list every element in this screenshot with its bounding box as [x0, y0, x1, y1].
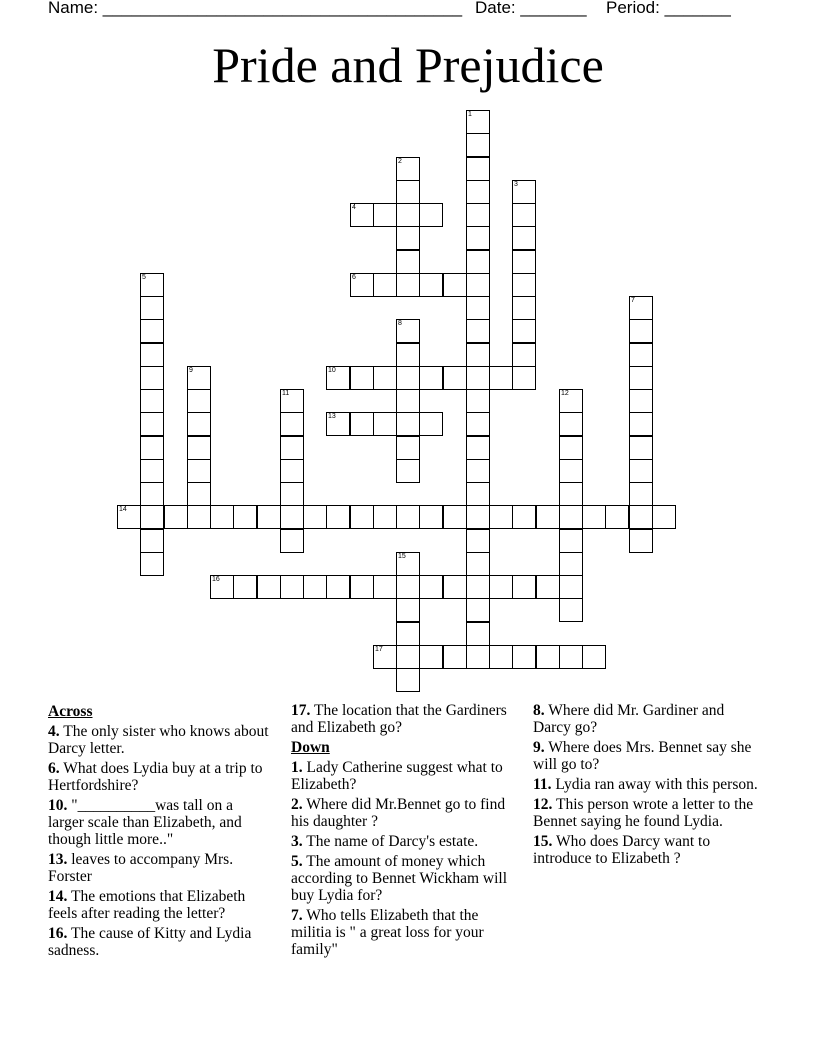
clue-number-label: 3: [514, 181, 518, 188]
grid-cell[interactable]: [396, 575, 420, 599]
grid-cell[interactable]: [629, 366, 653, 390]
clue-number-label: 13: [328, 413, 336, 420]
clue-number-label: 7: [631, 297, 635, 304]
clue-number: 10.: [48, 797, 68, 814]
clue-text: Where did Mr.Bennet go to find his daughter ?: [291, 796, 506, 830]
clue-number-label: 8: [398, 320, 402, 327]
clue-text: Lydia ran away with this person.: [555, 776, 758, 793]
grid-cell[interactable]: [489, 645, 513, 669]
grid-cell[interactable]: [466, 250, 490, 274]
clue-number: 8.: [533, 702, 545, 719]
across-clue-6: [48, 760, 270, 794]
clue-number-label: 15: [398, 553, 406, 560]
grid-cell[interactable]: [536, 575, 560, 599]
grid-cell[interactable]: [373, 366, 397, 390]
grid-cell[interactable]: [140, 412, 164, 436]
clue-text: "__________was tall on a larger scale than Elizabeth, and though little more..": [48, 797, 242, 848]
grid-cell[interactable]: [512, 273, 536, 297]
clue-number: 12.: [533, 796, 553, 813]
grid-cell[interactable]: [559, 598, 583, 622]
clue-text: The name of Darcy's estate.: [306, 833, 479, 850]
grid-cell[interactable]: [396, 389, 420, 413]
clue-number: 7.: [291, 907, 303, 924]
down-clue-1: [291, 759, 513, 793]
grid-cell[interactable]: [419, 412, 443, 436]
grid-cell[interactable]: [652, 505, 676, 529]
grid-cell[interactable]: [326, 412, 350, 436]
grid-cell[interactable]: [512, 366, 536, 390]
down-clue-15: [533, 833, 763, 867]
down-clue-5: [291, 853, 513, 904]
grid-cell[interactable]: [489, 366, 513, 390]
clue-number: 3.: [291, 833, 303, 850]
clue-text: Who does Darcy want to introduce to Elizabeth ?: [533, 833, 711, 867]
grid-cell[interactable]: [396, 250, 420, 274]
grid-cell[interactable]: [466, 296, 490, 320]
down-clue-7: [291, 907, 513, 958]
clue-number-label: 9: [189, 367, 193, 374]
grid-cell[interactable]: [512, 203, 536, 227]
grid-cell[interactable]: [559, 482, 583, 506]
grid-cell[interactable]: [559, 412, 583, 436]
grid-cell[interactable]: [629, 482, 653, 506]
grid-cell[interactable]: [350, 575, 374, 599]
grid-cell[interactable]: [140, 529, 164, 553]
grid-cell[interactable]: [187, 389, 211, 413]
grid-cell[interactable]: [140, 366, 164, 390]
clue-number: 1.: [291, 759, 303, 776]
grid-cell[interactable]: [466, 203, 490, 227]
grid-cell[interactable]: [466, 482, 490, 506]
grid-cell[interactable]: [350, 505, 374, 529]
clue-text: The amount of money which according to Bennet Wickham will buy Lydia for?: [291, 853, 508, 904]
grid-cell[interactable]: [140, 389, 164, 413]
grid-cell[interactable]: [419, 505, 443, 529]
grid-cell[interactable]: [373, 505, 397, 529]
grid-cell[interactable]: [466, 319, 490, 343]
grid-cell[interactable]: [466, 133, 490, 157]
grid-cell[interactable]: [117, 505, 141, 529]
clue-text: Where did Mr. Gardiner and Darcy go?: [533, 702, 725, 736]
grid-cell[interactable]: [419, 273, 443, 297]
grid-cell[interactable]: [280, 505, 304, 529]
grid-cell[interactable]: [466, 180, 490, 204]
clue-number: 11.: [533, 776, 552, 793]
grid-cell[interactable]: [466, 459, 490, 483]
grid-cell[interactable]: [280, 389, 304, 413]
grid-cell[interactable]: [326, 505, 350, 529]
grid-cell[interactable]: [443, 645, 467, 669]
grid-cell[interactable]: [419, 575, 443, 599]
grid-cell[interactable]: [303, 575, 327, 599]
clue-number: 15.: [533, 833, 553, 850]
clue-number-label: 10: [328, 367, 336, 374]
grid-cell[interactable]: [443, 575, 467, 599]
across-heading: Across: [48, 703, 93, 720]
grid-cell[interactable]: [559, 645, 583, 669]
clue-number: 2.: [291, 796, 303, 813]
grid-cell[interactable]: [396, 203, 420, 227]
clue-number-label: 2: [398, 158, 402, 165]
grid-cell[interactable]: [350, 203, 374, 227]
clue-number: 9.: [533, 739, 545, 756]
page-title: Pride and Prejudice: [212, 37, 604, 93]
grid-cell[interactable]: [466, 552, 490, 576]
grid-cell[interactable]: [512, 505, 536, 529]
grid-cell[interactable]: [396, 668, 420, 692]
grid-cell[interactable]: [373, 575, 397, 599]
grid-cell[interactable]: [233, 505, 257, 529]
down-heading: Down: [291, 739, 330, 756]
grid-cell[interactable]: [396, 180, 420, 204]
grid-cell[interactable]: [559, 459, 583, 483]
grid-cell[interactable]: [140, 482, 164, 506]
clue-number: 5.: [291, 853, 303, 870]
clue-number: 14.: [48, 888, 68, 905]
grid-cell[interactable]: [536, 505, 560, 529]
grid-cell[interactable]: [187, 436, 211, 460]
grid-cell[interactable]: [396, 598, 420, 622]
across-clue-17: [291, 702, 513, 736]
grid-cell[interactable]: [419, 203, 443, 227]
grid-cell[interactable]: [443, 273, 467, 297]
down-clue-9: [533, 739, 763, 773]
grid-cell[interactable]: [466, 110, 490, 134]
grid-cell[interactable]: [187, 412, 211, 436]
grid-cell[interactable]: [466, 412, 490, 436]
grid-cell[interactable]: [512, 250, 536, 274]
clue-number-label: 4: [352, 204, 356, 211]
grid-cell[interactable]: [257, 575, 281, 599]
grid-cell[interactable]: [629, 529, 653, 553]
grid-cell[interactable]: [373, 203, 397, 227]
clue-number: 4.: [48, 723, 60, 740]
grid-cell[interactable]: [629, 412, 653, 436]
grid-cell[interactable]: [280, 529, 304, 553]
clue-text: The emotions that Elizabeth feels after reading the letter?: [48, 888, 246, 922]
clue-number: 16.: [48, 925, 68, 942]
grid-cell[interactable]: [396, 273, 420, 297]
grid-cell[interactable]: [280, 575, 304, 599]
grid-cell[interactable]: [419, 366, 443, 390]
grid-cell[interactable]: [164, 505, 188, 529]
grid-cell[interactable]: [140, 552, 164, 576]
grid-cell[interactable]: [466, 343, 490, 367]
clue-column-3: [533, 702, 763, 870]
clue-column-2: [291, 702, 513, 961]
across-clue-13: [48, 851, 270, 885]
grid-cell[interactable]: [210, 575, 234, 599]
grid-cell[interactable]: [466, 436, 490, 460]
grid-cell[interactable]: [512, 180, 536, 204]
grid-cell[interactable]: [559, 575, 583, 599]
grid-cell[interactable]: [629, 459, 653, 483]
clue-text: Lady Catherine suggest what to Elizabeth?: [291, 759, 503, 793]
grid-cell[interactable]: [629, 319, 653, 343]
grid-cell[interactable]: [233, 575, 257, 599]
grid-cell[interactable]: [396, 505, 420, 529]
grid-cell[interactable]: [512, 226, 536, 250]
clue-text: Where does Mrs. Bennet say she will go to?: [533, 739, 752, 773]
across-clue-10: [48, 797, 270, 848]
grid-cell[interactable]: [373, 412, 397, 436]
clue-text: leaves to accompany Mrs. Forster: [48, 851, 234, 885]
clue-number: 17.: [291, 702, 311, 719]
clue-number-label: 14: [119, 506, 127, 513]
grid-cell[interactable]: [466, 273, 490, 297]
grid-cell[interactable]: [280, 436, 304, 460]
grid-cell[interactable]: [396, 622, 420, 646]
grid-cell[interactable]: [187, 505, 211, 529]
name-field-label: Name: ______________________________________: [48, 0, 463, 17]
grid-cell[interactable]: [559, 505, 583, 529]
grid-cell[interactable]: [466, 645, 490, 669]
grid-cell[interactable]: [466, 366, 490, 390]
grid-cell[interactable]: [280, 412, 304, 436]
date-field-label: Date: _______: [475, 0, 587, 17]
grid-cell[interactable]: [443, 505, 467, 529]
grid-cell[interactable]: [466, 622, 490, 646]
clue-number-label: 12: [561, 390, 569, 397]
grid-cell[interactable]: [140, 296, 164, 320]
grid-cell[interactable]: [536, 645, 560, 669]
grid-cell[interactable]: [466, 575, 490, 599]
grid-cell[interactable]: [396, 412, 420, 436]
clue-number: 13.: [48, 851, 68, 868]
grid-cell[interactable]: [140, 505, 164, 529]
grid-cell[interactable]: [140, 343, 164, 367]
grid-cell[interactable]: [512, 575, 536, 599]
clue-text: The only sister who knows about Darcy letter.: [48, 723, 269, 757]
grid-cell[interactable]: [373, 273, 397, 297]
across-clue-16: [48, 925, 270, 959]
down-clue-8: [533, 702, 763, 736]
grid-cell[interactable]: [140, 273, 164, 297]
grid-cell[interactable]: [559, 529, 583, 553]
grid-cell[interactable]: [559, 436, 583, 460]
across-clue-14: [48, 888, 270, 922]
grid-cell[interactable]: [512, 343, 536, 367]
grid-cell[interactable]: [466, 157, 490, 181]
clue-text: The location that the Gardiners and Elizabeth go?: [291, 702, 507, 736]
grid-cell[interactable]: [443, 366, 467, 390]
grid-cell[interactable]: [396, 226, 420, 250]
grid-cell[interactable]: [396, 343, 420, 367]
grid-cell[interactable]: [280, 459, 304, 483]
across-clue-4: [48, 723, 270, 757]
grid-cell[interactable]: [559, 552, 583, 576]
down-clue-11: [533, 776, 763, 793]
grid-cell[interactable]: [629, 505, 653, 529]
grid-cell[interactable]: [605, 505, 629, 529]
grid-cell[interactable]: [326, 575, 350, 599]
grid-cell[interactable]: [396, 319, 420, 343]
clue-text: What does Lydia buy at a trip to Hertfordshire?: [48, 760, 263, 794]
clue-number-label: 6: [352, 274, 356, 281]
grid-cell[interactable]: [419, 645, 443, 669]
grid-cell[interactable]: [187, 482, 211, 506]
grid-cell[interactable]: [466, 598, 490, 622]
grid-cell[interactable]: [396, 157, 420, 181]
grid-cell[interactable]: [326, 366, 350, 390]
grid-cell[interactable]: [396, 459, 420, 483]
grid-cell[interactable]: [559, 389, 583, 413]
grid-cell[interactable]: [140, 436, 164, 460]
clue-text: The cause of Kitty and Lydia sadness.: [48, 925, 252, 959]
down-clue-3: [291, 833, 513, 850]
grid-cell[interactable]: [210, 505, 234, 529]
grid-cell[interactable]: [350, 273, 374, 297]
clue-number: 6.: [48, 760, 60, 777]
grid-cell[interactable]: [489, 575, 513, 599]
grid-cell[interactable]: [629, 436, 653, 460]
grid-cell[interactable]: [396, 436, 420, 460]
grid-cell[interactable]: [489, 505, 513, 529]
grid-cell[interactable]: [303, 505, 327, 529]
grid-cell[interactable]: [257, 505, 281, 529]
grid-cell[interactable]: [629, 296, 653, 320]
grid-cell[interactable]: [466, 226, 490, 250]
clue-number-label: 5: [142, 274, 146, 281]
clue-column-1: [48, 702, 270, 962]
grid-cell[interactable]: [466, 505, 490, 529]
grid-cell[interactable]: [512, 319, 536, 343]
grid-cell[interactable]: [396, 552, 420, 576]
clue-number-label: 1: [468, 111, 472, 118]
down-clue-2: [291, 796, 513, 830]
grid-cell[interactable]: [466, 389, 490, 413]
grid-cell[interactable]: [396, 366, 420, 390]
grid-cell[interactable]: [466, 529, 490, 553]
clue-text: Who tells Elizabeth that the militia is " a great loss for your family": [291, 907, 484, 958]
grid-cell[interactable]: [140, 459, 164, 483]
down-clue-12: [533, 796, 763, 830]
grid-cell[interactable]: [350, 412, 374, 436]
grid-cell[interactable]: [350, 366, 374, 390]
period-field-label: Period: _______: [606, 0, 731, 17]
grid-cell[interactable]: [512, 645, 536, 669]
grid-cell[interactable]: [373, 645, 397, 669]
grid-cell[interactable]: [396, 645, 420, 669]
grid-cell[interactable]: [140, 319, 164, 343]
grid-cell[interactable]: [512, 296, 536, 320]
grid-cell[interactable]: [187, 459, 211, 483]
grid-cell[interactable]: [280, 482, 304, 506]
clue-number-label: 17: [375, 646, 383, 653]
clue-number-label: 11: [282, 390, 290, 397]
clue-number-label: 16: [212, 576, 220, 583]
grid-cell[interactable]: [629, 343, 653, 367]
grid-cell[interactable]: [582, 645, 606, 669]
grid-cell[interactable]: [629, 389, 653, 413]
clue-text: This person wrote a letter to the Bennet saying he found Lydia.: [533, 796, 754, 830]
grid-cell[interactable]: [582, 505, 606, 529]
grid-cell[interactable]: [187, 366, 211, 390]
